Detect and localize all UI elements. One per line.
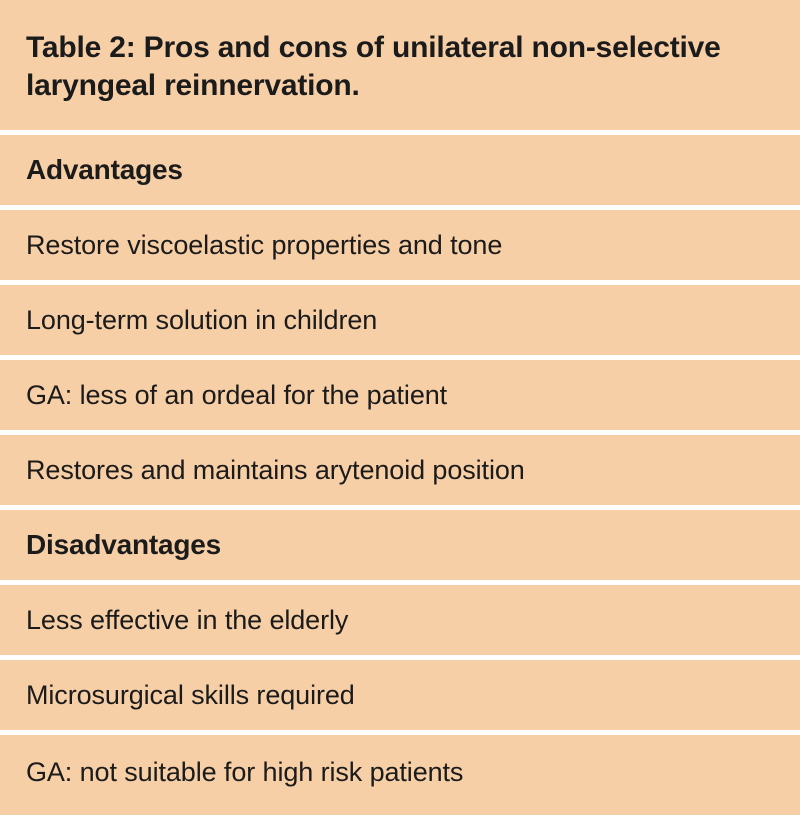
table-bottom-edge <box>0 809 800 815</box>
table-cell-text: Less effective in the elderly <box>26 604 349 635</box>
table-title: Table 2: Pros and cons of unilateral non-selective laryngeal reinnervation. <box>26 30 721 102</box>
table-cell-text: Microsurgical skills required <box>26 679 355 710</box>
table-cell-text: GA: not suitable for high risk patients <box>26 756 464 787</box>
table-row <box>0 660 800 730</box>
table-row <box>0 285 800 355</box>
section-header-label: Disadvantages <box>26 529 222 560</box>
section-header-label: Advantages <box>26 154 183 185</box>
table-cell-text: Restores and maintains arytenoid position <box>26 454 525 485</box>
section-header-advantages <box>0 135 800 205</box>
table-row <box>0 735 800 809</box>
table-cell-text: Restore viscoelastic properties and tone <box>26 229 503 260</box>
table-row <box>0 360 800 430</box>
table-title-row <box>0 8 800 130</box>
table-cell-text: Long-term solution in children <box>26 304 378 335</box>
section-header-disadvantages <box>0 510 800 580</box>
table-top-edge <box>0 0 800 8</box>
table-cell-text: GA: less of an ordeal for the patient <box>26 379 448 410</box>
table-row <box>0 435 800 505</box>
table-row <box>0 210 800 280</box>
table-row <box>0 585 800 655</box>
